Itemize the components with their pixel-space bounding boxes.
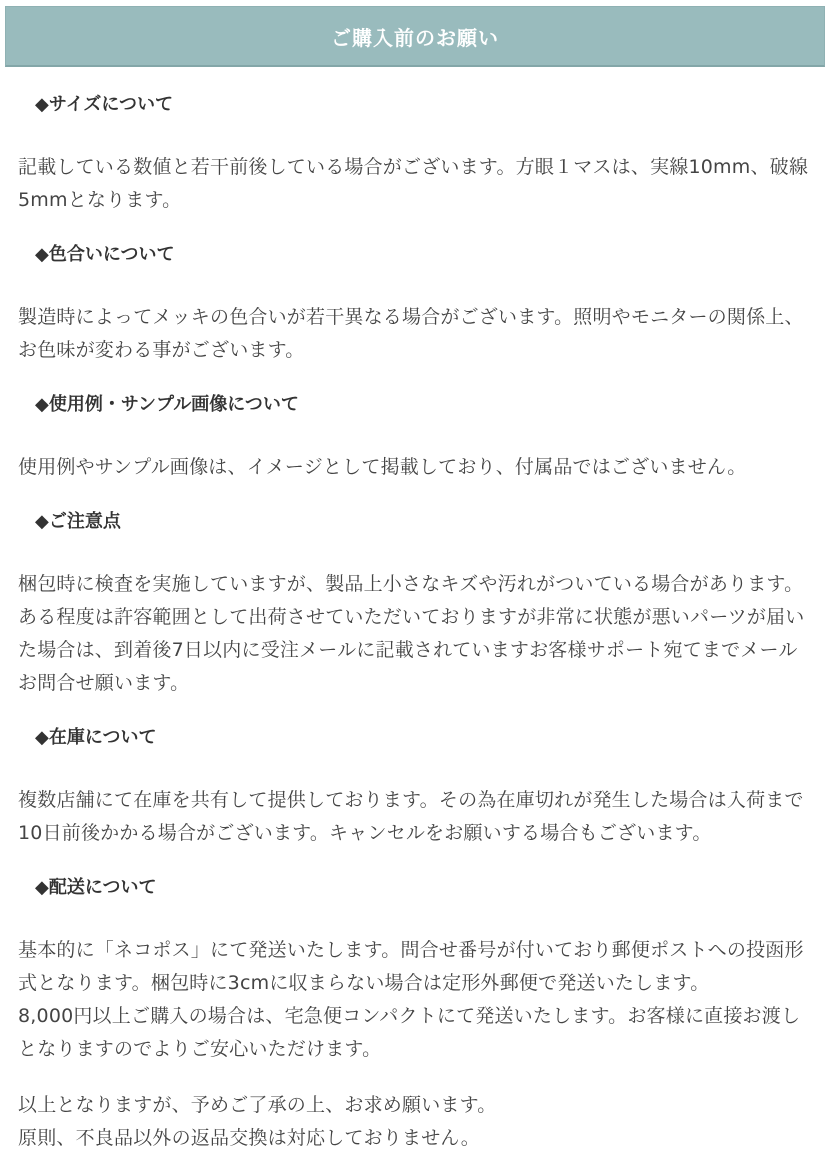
shipping-paragraph <box>18 934 815 1066</box>
section-heading-stock: ◆在庫について <box>35 727 157 748</box>
purchase-notice-section <box>5 6 825 1155</box>
section-heading-cautions: ◆ご注意点 <box>35 511 121 532</box>
section-heading-color: ◆色合いについて <box>35 244 175 265</box>
closing-line-1: 以上となりますが、予めご了承の上、お求め願います。 <box>18 1094 497 1116</box>
color-paragraph: 製造時によってメッキの色合いが若干異なる場合がございます。照明やモニターの関係上、お色味が変わる事がございます。 <box>18 306 804 361</box>
sample-images-paragraph: 使用例やサンプル画像は、イメージとして掲載しており、付属品ではございません。 <box>18 456 747 478</box>
size-paragraph: 記載している数値と若干前後している場合がございます。方眼１マスは、実線10mm、破線5mmとなります。 <box>18 156 809 211</box>
stock-paragraph: 複数店舗にて在庫を共有して提供しております。その為在庫切れが発生した場合は入荷まで10日前後かかる場合がございます。キャンセルをお願いする場合もございます。 <box>18 789 804 844</box>
shipping-line-2: 8,000円以上ご購入の場合は、宅急便コンパクトにて発送いたします。お客様に直接お渡しとなりますのでよりご安心いただけます。 <box>18 1005 801 1060</box>
closing-paragraph <box>18 1089 815 1155</box>
closing-line-2: 原則、不良品以外の返品交換は対応しておりません。 <box>18 1127 480 1149</box>
cautions-paragraph: 梱包時に検査を実施していますが、製品上小さなキズや汚れがついている場合があります。ある程度は許容範囲として出荷させていただいておりますが非常に状態が悪いパーツが届いた場合は、到着後7日以内に受注メールに記載されていますお客様サポート宛てまでメールお問合せ願います。 <box>18 573 805 694</box>
notice-content <box>5 94 825 1155</box>
section-heading-size: ◆サイズについて <box>35 94 174 115</box>
shipping-line-1: 基本的に「ネコポス」にて発送いたします。問合せ番号が付いており郵便ポストへの投函形式となります。梱包時に3cmに収まらない場合は定形外郵便で発送いたします。 <box>18 939 804 994</box>
notice-header-bar <box>5 6 825 67</box>
section-heading-shipping: ◆配送について <box>35 877 157 898</box>
section-heading-sample-images: ◆使用例・サンプル画像について <box>35 394 299 415</box>
notice-title: ご購入前のお願い <box>331 25 499 50</box>
